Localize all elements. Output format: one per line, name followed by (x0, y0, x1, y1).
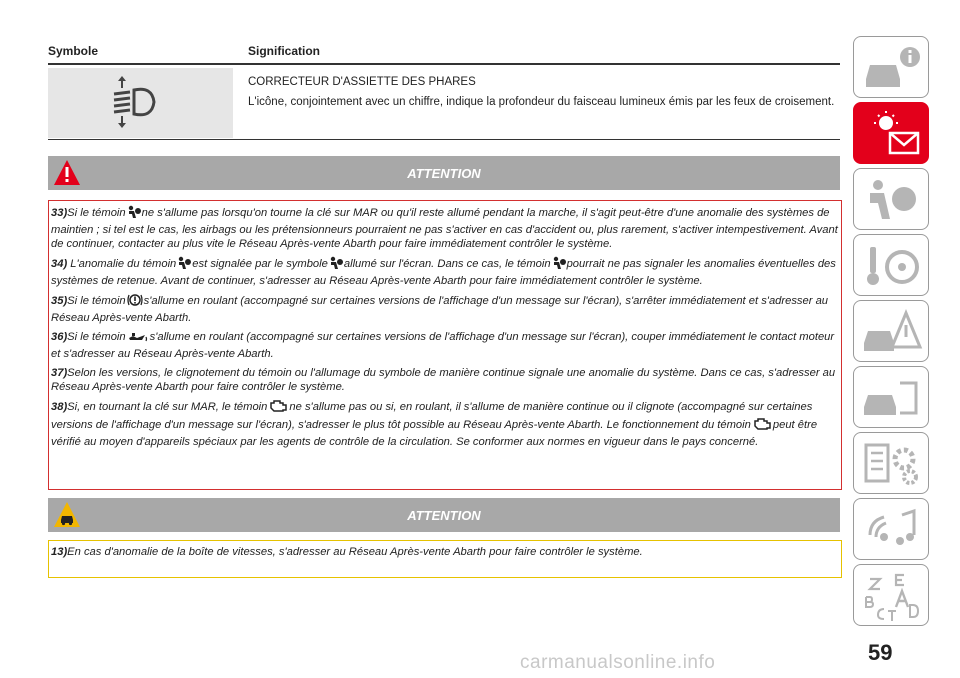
sidebar-tab-specs[interactable] (853, 432, 929, 494)
headlight-leveling-icon (108, 74, 168, 130)
watermark: carmanualsonline.info (520, 652, 716, 673)
warning-item-13: 13)En cas d'anomalie de la boîte de vitesses, s'adresser au Réseau Après-vente Abarth pour faire contrôler le système. (51, 546, 643, 558)
warning-item-33: 33)Si le témoin ne s'allume pas lorsqu'on tourne la clé sur MAR ou qu'il reste allumé pendant la marche, il s'agit peut-être d'une anomalie des systèmes de maintien ; si tel est le cas, les airbags ou les prétensionneurs pourraient ne pas s'activer en cas d'accident ou, plus rarement, s'activer intempestivement. Avant de continuer, contacter au plus vite le Réseau Après-vente Abarth pour faire immédiatement contrôler le système. (51, 207, 838, 250)
sidebar-tab-breakdown[interactable] (853, 300, 929, 362)
warning-item-35: 35)Si le témoin s'allume en roulant (accompagné sur certaines versions de l'affichage d'un message sur l'écran), s'arrêter immédiatement et s'adresser au Réseau Après-vente Abarth. (51, 295, 829, 324)
seat-airbag-icon (860, 175, 924, 225)
symbol-description: L'icône, conjointement avec un chiffre, indique la profondeur du faisceau lumineux émis par les feux de croisement. (248, 96, 835, 108)
airbag-warning-icon (329, 256, 343, 274)
sidebar-tab-car-info[interactable] (853, 36, 929, 98)
item-number: 13) (51, 546, 68, 558)
column-header-symbol: Symbole (48, 44, 99, 58)
sidebar-tab-seat-airbag[interactable] (853, 168, 929, 230)
sidebar-tab-warning-lights[interactable] (853, 102, 929, 164)
warning-lights-icon (860, 109, 924, 159)
column-header-meaning: Signification (248, 44, 320, 58)
sidebar-tab-multimedia[interactable] (853, 498, 929, 560)
specs-gear-icon (860, 439, 924, 489)
engine-warning-icon (268, 399, 288, 417)
airbag-warning-icon (127, 205, 141, 223)
airbag-warning-icon (177, 256, 191, 274)
key-steering-icon (860, 241, 924, 291)
warning-bar-1 (48, 156, 840, 190)
symbol-cell (48, 68, 233, 138)
warning-box-1 (48, 200, 842, 490)
table-bottom-rule (48, 139, 840, 140)
sidebar-tab-car-service[interactable] (853, 366, 929, 428)
warning-item-37: 37)Selon les versions, le clignotement du témoin ou l'allumage du symbole de manière continue signale une anomalie du système. Dans ce cas, s'adresser au Réseau Après-vente Abarth pour faire contrôler le système. (51, 367, 836, 393)
symbol-title: CORRECTEUR D'ASSIETTE DES PHARES (248, 76, 476, 88)
index-icon (860, 571, 924, 621)
item-number: 35) (51, 295, 68, 307)
oil-pressure-icon (127, 331, 149, 347)
airbag-warning-icon (552, 256, 566, 274)
table-header-rule (48, 63, 840, 65)
item-number: 37) (51, 367, 68, 379)
warning-bar-2 (48, 498, 840, 532)
sidebar-tab-key-steering[interactable] (853, 234, 929, 296)
warning-item-34: 34) L'anomalie du témoin est signalée par le symbole allumé sur l'écran. Dans ce cas, le témoin pourrait ne pas signaler les anomalies éventuelles des systèmes de retenue. Avant de continuer, s'adresser au Réseau Après-vente Abarth pour faire immédiatement contrôler le système. (51, 258, 836, 287)
item-number: 36) (51, 331, 68, 343)
item-number: 34) (51, 258, 68, 270)
engine-warning-icon (752, 417, 772, 435)
warning-title-2: ATTENTION (407, 508, 481, 523)
item-number: 38) (51, 401, 68, 413)
warning-item-36: 36)Si le témoin s'allume en roulant (accompagné sur certaines versions de l'affichage d'un message sur l'écran), couper immédiatement le contact moteur et s'adresser au Réseau Après-vente Abarth. (51, 331, 835, 360)
warning-item-38: 38)Si, en tournant la clé sur MAR, le témoin ne s'allume pas ou si, en roulant, il s'allume de manière continue ou il clignote (accompagné sur certaines versions de l'affichage d'un message sur l'écran), s'adresser le plus tôt possible au Réseau Après-vente Abarth. Le fonctionnement du témoin peut être vérifié au moyen d'appareils spéciaux par les agents de contrôle de la circulation. Se conformer aux normes en vigueur dans le pays concerné. (51, 401, 818, 448)
multimedia-icon (860, 505, 924, 555)
car-service-icon (860, 373, 924, 423)
car-info-icon (860, 43, 924, 93)
warning-box-2 (48, 540, 842, 578)
breakdown-icon (860, 307, 924, 357)
sidebar-tab-index[interactable] (853, 564, 929, 626)
brake-warning-icon (127, 293, 143, 311)
warning-title-1: ATTENTION (407, 166, 481, 181)
page-number: 59 (868, 640, 893, 665)
item-number: 33) (51, 207, 68, 219)
